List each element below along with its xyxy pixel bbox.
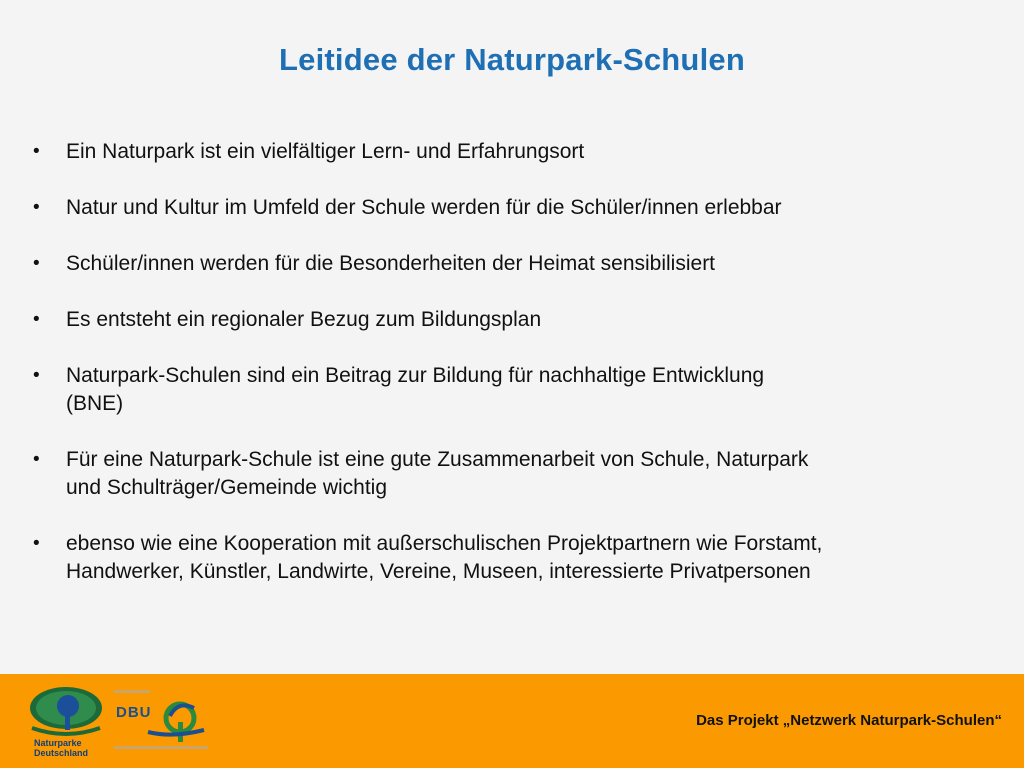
bullet-marker: •	[33, 533, 40, 554]
naturparke-tree-icon	[28, 686, 104, 740]
bullet-marker: •	[33, 197, 40, 218]
bullet-line: ebenso wie eine Kooperation mit außerschulischen Projektpartnern wie Forstamt,	[66, 532, 823, 555]
bullet-text	[66, 308, 541, 331]
bullet-line: und Schulträger/Gemeinde wichtig	[66, 476, 388, 499]
dbu-leaf-icon	[112, 686, 212, 760]
bullet-item	[30, 250, 990, 278]
bullet-line: Schüler/innen werden für die Besonderheiten der Heimat sensibilisiert	[66, 252, 716, 275]
bullet-text	[66, 196, 782, 219]
bullet-text	[66, 140, 584, 163]
bullet-line: (BNE)	[66, 392, 124, 415]
bullet-item	[30, 362, 990, 418]
bullet-marker: •	[33, 449, 40, 470]
bullet-item	[30, 446, 990, 502]
bullet-line: Naturpark-Schulen sind ein Beitrag zur Bildung für nachhaltige Entwicklung	[66, 364, 765, 387]
bullet-marker: •	[33, 141, 40, 162]
logo-text-line: Naturparke	[34, 738, 82, 748]
dbu-logo-text: DBU	[116, 704, 152, 721]
bullet-list	[30, 138, 990, 614]
bullet-item	[30, 530, 990, 586]
footer-bar	[0, 674, 1024, 768]
bullet-item	[30, 138, 990, 166]
bullet-item	[30, 194, 990, 222]
bullet-line: Natur und Kultur im Umfeld der Schule werden für die Schüler/innen erlebbar	[66, 196, 782, 219]
naturparke-deutschland-logo	[28, 686, 104, 760]
bullet-line: Für eine Naturpark-Schule ist eine gute Zusammenarbeit von Schule, Naturpark	[66, 448, 809, 471]
slide-title: Leitidee der Naturpark-Schulen	[279, 42, 745, 77]
bullet-text	[66, 252, 715, 275]
bullet-line: Handwerker, Künstler, Landwirte, Vereine, Museen, interessierte Privatpersonen	[66, 560, 811, 583]
footer-project-text: Das Projekt „Netzwerk Naturpark-Schulen“	[696, 712, 1002, 729]
bullet-line: Es entsteht ein regionaler Bezug zum Bildungsplan	[66, 308, 542, 331]
bullet-line: Ein Naturpark ist ein vielfältiger Lern- und Erfahrungsort	[66, 140, 585, 163]
bullet-marker: •	[33, 309, 40, 330]
bullet-text	[66, 364, 764, 415]
bullet-text	[66, 448, 808, 499]
bullet-text	[66, 532, 822, 583]
bullet-item	[30, 306, 990, 334]
dbu-logo	[112, 686, 212, 760]
logo-text-line: Deutschland	[34, 748, 89, 758]
bullet-marker: •	[33, 365, 40, 386]
bullet-marker: •	[33, 253, 40, 274]
